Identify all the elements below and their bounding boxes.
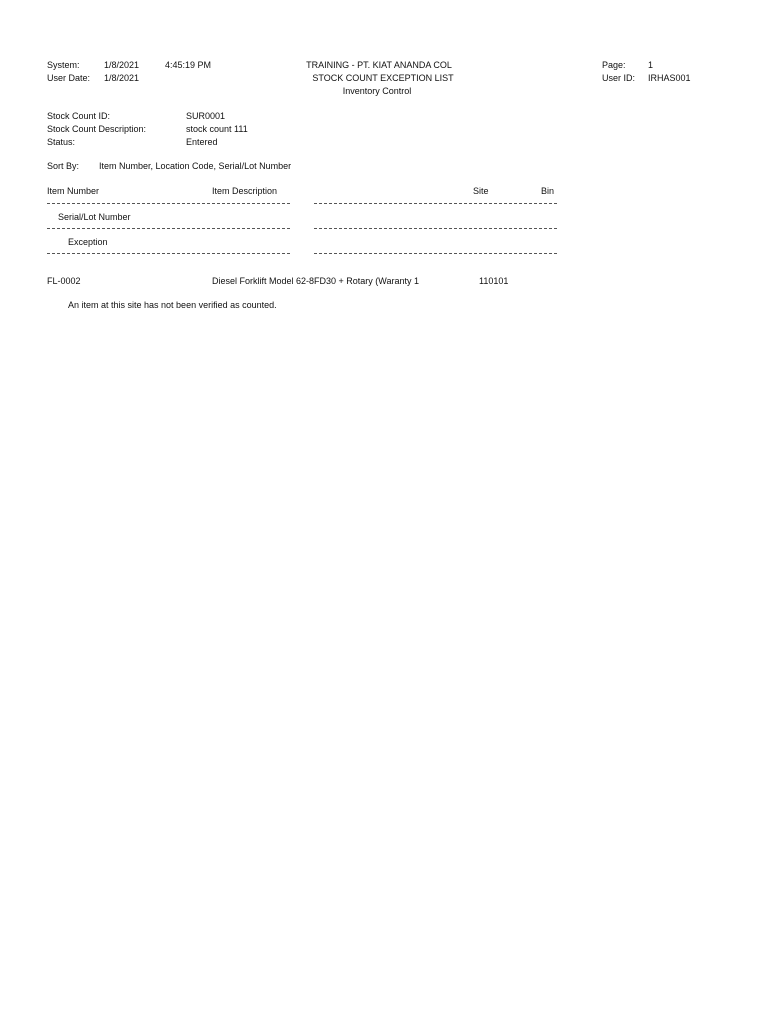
stock-count-id-label: Stock Count ID: (47, 111, 111, 121)
stock-count-id: SUR0001 (186, 111, 226, 121)
company-line: TRAINING - PT. KIAT ANANDA COL (306, 60, 452, 70)
row-site: 110101 (479, 276, 509, 286)
column-header-bin: Bin (541, 186, 555, 196)
report-title: STOCK COUNT EXCEPTION LIST (312, 73, 454, 83)
system-time: 4:45:19 PM (165, 60, 212, 70)
page-label: Page: (602, 60, 626, 70)
row-item-number: FL-0002 (47, 276, 81, 286)
column-header-exception: Exception (68, 237, 108, 247)
status-value: Entered (186, 137, 218, 147)
user-date-label: User Date: (47, 73, 91, 83)
divider-rule (47, 253, 290, 254)
user-id-label: User ID: (602, 73, 636, 83)
column-header-item-number: Item Number (47, 186, 100, 196)
divider-rule (314, 228, 557, 229)
column-header-site: Site (473, 186, 489, 196)
row-item-description: Diesel Forklift Model 62-8FD30 + Rotary (Waranty 1 (212, 276, 419, 286)
system-label: System: (47, 60, 80, 70)
divider-rule (314, 253, 557, 254)
system-date: 1/8/2021 (104, 60, 140, 70)
sort-by-value: Item Number, Location Code, Serial/Lot Number (99, 161, 292, 171)
page-number: 1 (648, 60, 654, 70)
status-label: Status: (47, 137, 76, 147)
column-header-item-description: Item Description (212, 186, 278, 196)
user-date-value: 1/8/2021 (104, 73, 140, 83)
sort-by-label: Sort By: (47, 161, 80, 171)
divider-rule (47, 203, 290, 204)
column-header-serial-lot: Serial/Lot Number (58, 212, 131, 222)
stock-count-description: stock count 111 (186, 124, 248, 134)
row-exception-message: An item at this site has not been verified as counted. (68, 300, 277, 310)
divider-rule (47, 228, 290, 229)
divider-rule (314, 203, 557, 204)
user-id-value: IRHAS001 (648, 73, 691, 83)
stock-count-description-label: Stock Count Description: (47, 124, 147, 134)
report-subtitle: Inventory Control (342, 86, 412, 96)
